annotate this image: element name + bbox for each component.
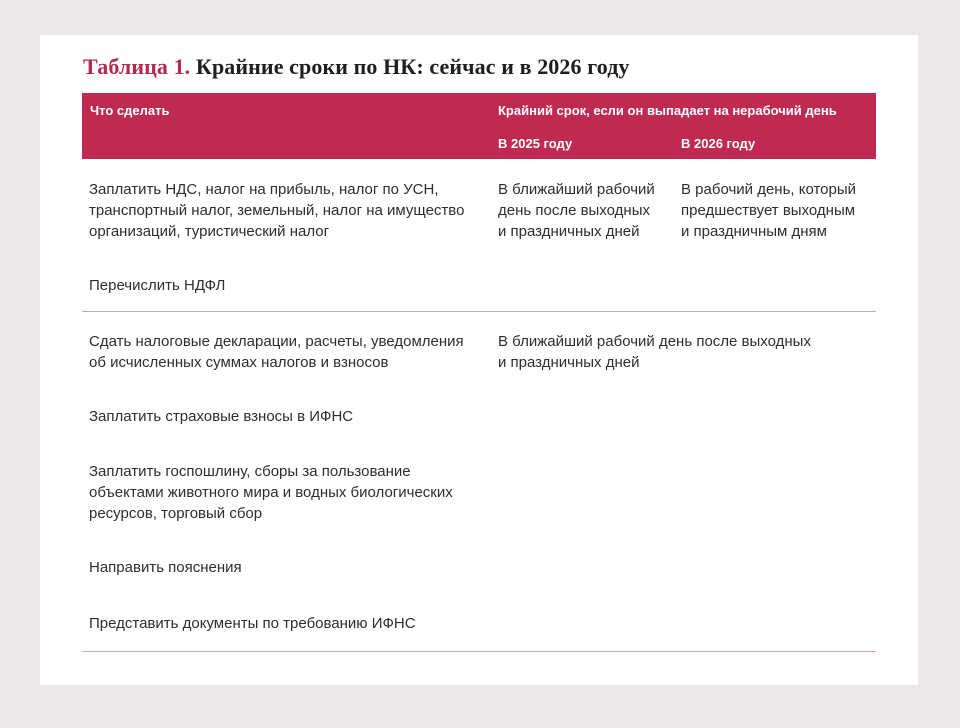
table-header [82,93,876,159]
deadline-2025-group1 [498,179,655,242]
row-explanations [89,557,242,578]
row-divider [82,311,876,312]
row-line: Представить документы по требованию ИФНС [89,615,416,632]
row-line: организаций, туристический налог [89,223,330,240]
deadline-line: В ближайший рабочий [498,181,655,198]
row-documents [89,613,416,634]
row-line: Заплатить страховые взносы в ИФНС [89,408,354,425]
row-insurance [89,406,353,427]
deadline-line: и праздничных дней [498,354,640,371]
table-bottom-rule [82,651,876,652]
table-number: Таблица 1. [83,54,191,79]
row-pay-taxes [89,179,464,242]
row-line: объектами животного мира и водных биологических [89,484,453,501]
row-line: Заплатить НДС, налог на прибыль, налог по УСН, [89,181,439,198]
header-what: Что сделать [90,103,170,118]
row-line: об исчисленных суммах налогов и взносов [89,354,389,371]
deadline-line: В ближайший рабочий день после выходных [498,333,811,350]
row-line: транспортный налог, земельный, налог на имущество [89,202,465,219]
row-line: Сдать налоговые декларации, расчеты, уведомления [89,333,464,350]
row-line: ресурсов, торговый сбор [89,505,263,522]
table-title-text: Крайние сроки по НК: сейчас и в 2026 году [195,54,630,79]
row-line: Заплатить госпошлину, сборы за пользование [89,463,411,480]
row-duties [89,461,453,524]
row-declarations [89,331,464,373]
deadline-line: и праздничным дням [681,223,827,240]
header-2026: В 2026 году [681,136,756,151]
header-deadline: Крайний срок, если он выпадает на нерабочий день [498,103,837,118]
header-2025: В 2025 году [498,136,573,151]
deadline-line: день после выходных [498,202,650,219]
row-ndfl: Перечислить НДФЛ [89,277,226,294]
deadline-line: В рабочий день, который [681,181,857,198]
deadline-2026-group1 [681,179,856,242]
table-title [83,54,630,80]
table-card [40,35,918,685]
deadline-line: и праздничных дней [498,223,640,240]
row-line: Направить пояснения [89,559,242,576]
deadline-group2 [498,331,811,373]
deadline-line: предшествует выходным [681,202,856,219]
